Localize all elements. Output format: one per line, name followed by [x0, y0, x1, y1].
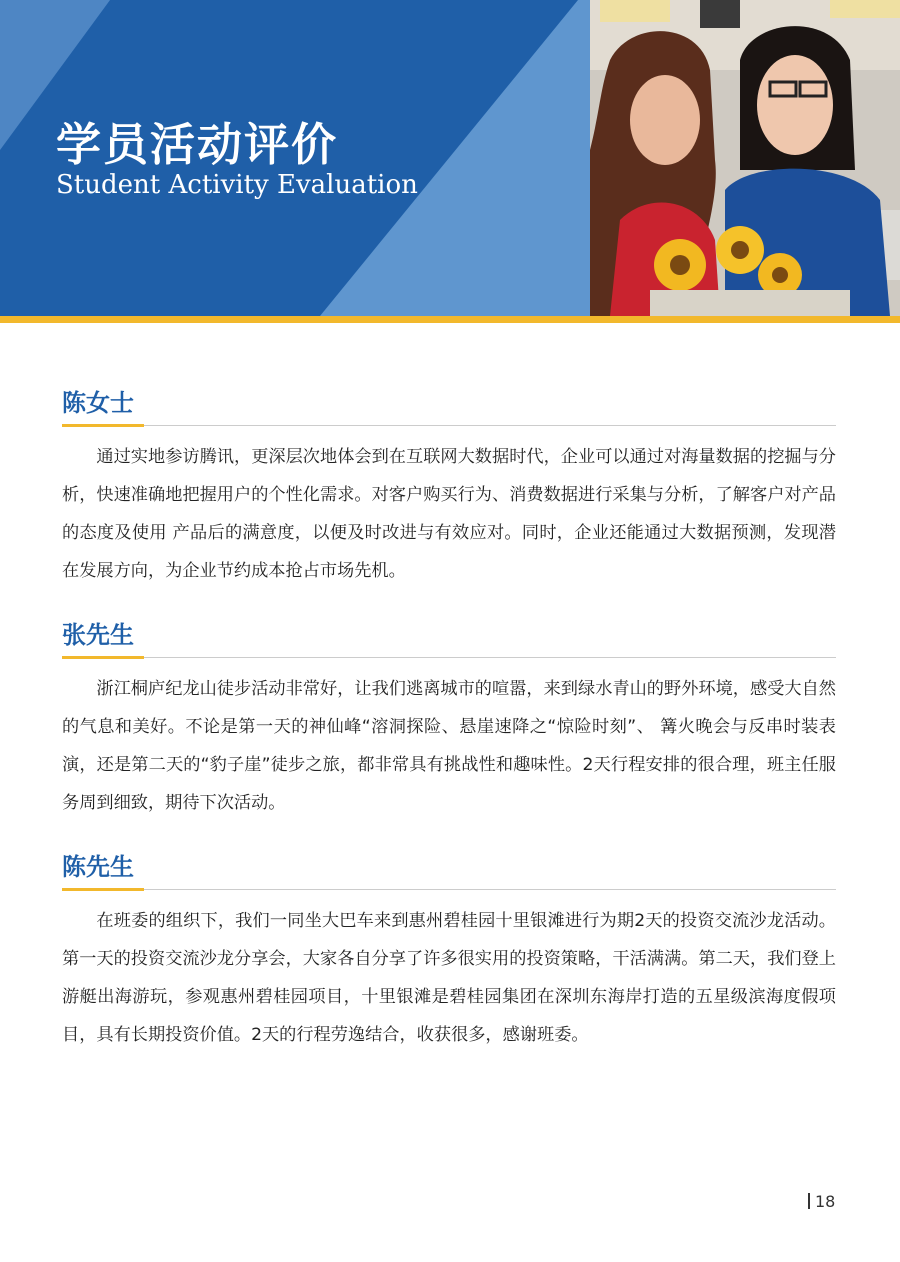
header-photo [590, 0, 900, 316]
header-banner [0, 0, 590, 320]
page-number-bar [808, 1193, 810, 1209]
page-number-value: 18 [815, 1192, 836, 1211]
section-divider [62, 888, 836, 892]
students-photo-illustration [590, 0, 900, 316]
section-divider [62, 656, 836, 660]
page-title: 学员活动评价 [56, 118, 339, 171]
testimonial-text: 通过实地参访腾讯，更深层次地体会到在互联网大数据时代，企业可以通过对海量数据的挖掘与分析，快速准确地把握用户的个性化需求。对客户购买行为、消费数据进行采集与分析，了解客户对产品的态度及使用 产品后的满意度，以便及时改进与有效应对。同时，企业还能通过大数据预测，发现潜在发展方向，为企业节约成本抢占市场先机。 [62, 447, 836, 581]
testimonial-name: 张先生 [62, 621, 134, 649]
testimonial-chen-ms [62, 382, 836, 590]
page-number [808, 1192, 835, 1211]
testimonial-chen-mr [62, 846, 836, 1054]
testimonial-text: 浙江桐庐纪龙山徒步活动非常好，让我们逃离城市的喧嚣，来到绿水青山的野外环境，感受大自然的气息和美好。不论是第一天的神仙峰“溶洞探险、悬崖速降之“惊险时刻”、 篝火晚会与反串时装表演，还是第二天的“豹子崖”徒步之旅，都非常具有挑战性和趣味性。2天行程安排的很合理，班主任服务周到细致，期待下次活动。 [62, 679, 836, 813]
page-subtitle: Student Activity Evaluation [56, 170, 418, 200]
testimonial-zhang-mr [62, 614, 836, 822]
testimonial-text: 在班委的组织下，我们一同坐大巴车来到惠州碧桂园十里银滩进行为期2天的投资交流沙龙活动。第一天的投资交流沙龙分享会，大家各自分享了许多很实用的投资策略，干活满满。第二天，我们登上游艇出海游玩，参观惠州碧桂园项目，十里银滩是碧桂园集团在深圳东海岸打造的五星级滨海度假项目，具有长期投资价值。2天的行程劳逸结合，收获很多，感谢班委。 [62, 911, 836, 1045]
section-divider [62, 424, 836, 428]
testimonial-name: 陈女士 [62, 389, 134, 417]
header-gold-line [0, 316, 900, 323]
testimonial-name: 陈先生 [62, 853, 134, 881]
